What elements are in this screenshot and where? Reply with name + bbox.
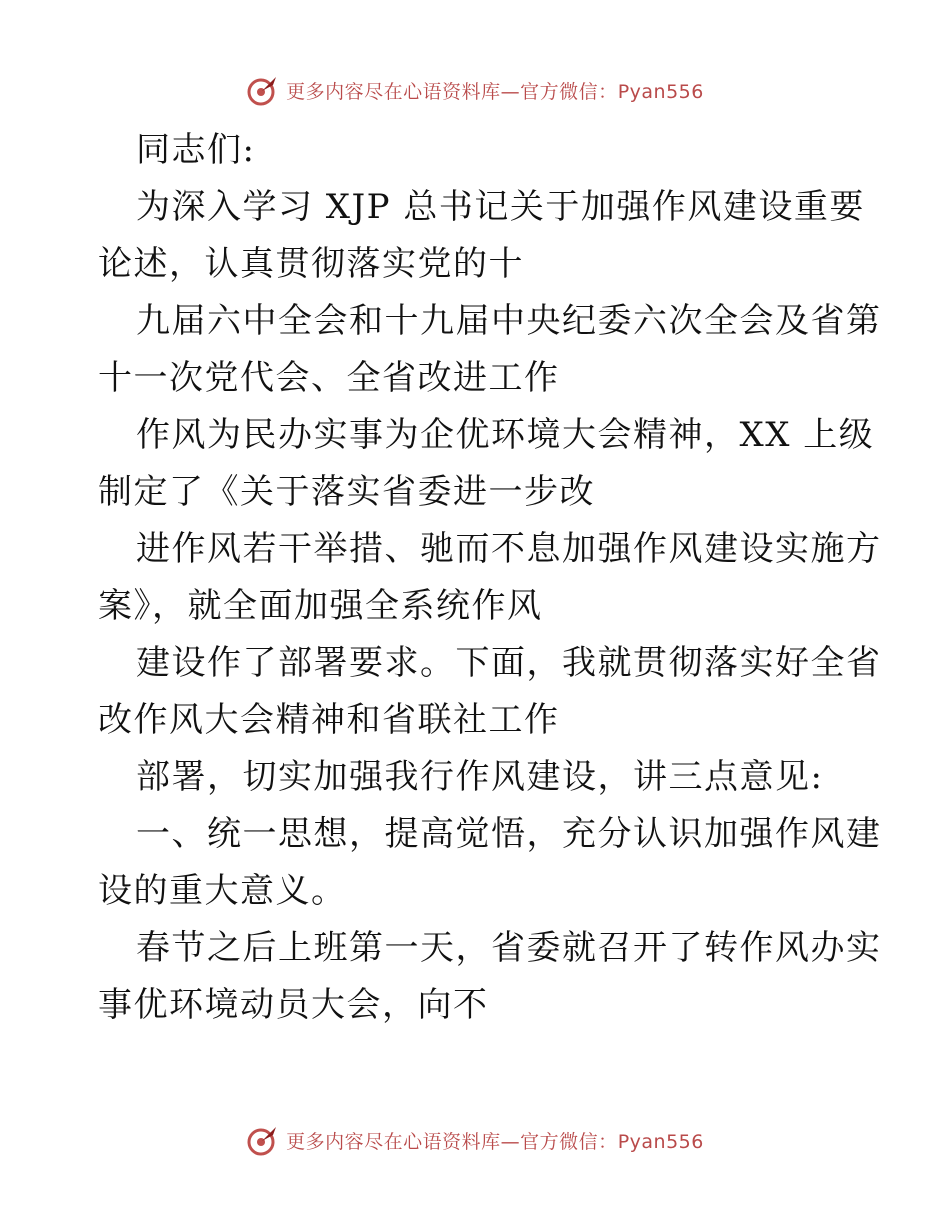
wechat-label: 官方微信： [520, 80, 618, 103]
separator: — [500, 1130, 521, 1153]
paragraph-line: 制定了《关于落实省委进一步改 [98, 472, 595, 512]
wechat-label: 官方微信： [520, 1130, 618, 1153]
paragraph-line: 事优环境动员大会，向不 [98, 985, 489, 1025]
separator: — [500, 80, 521, 103]
brand-name: 更多内容尽在心语资料库 [286, 80, 501, 103]
paragraph-line: 案》，就全面加强全系统作风 [98, 586, 543, 626]
paragraph-line: 论述，认真贯彻落实党的十 [98, 244, 524, 284]
wechat-id: Pyan556 [617, 80, 704, 103]
paragraph-line: 春节之后上班第一天，省委就召开了转作风办实 [136, 928, 882, 968]
brand-name: 更多内容尽在心语资料库 [286, 1130, 501, 1153]
paragraph-line: 十一次党代会、全省改进工作 [98, 358, 560, 398]
paragraph-line: 进作风若干举措、驰而不息加强作风建设实施方 [136, 529, 882, 569]
paragraph-line: 设的重大意义。 [98, 871, 347, 911]
paragraph-line: 作风为民办实事为企优环境大会精神，XX 上级 [136, 415, 875, 455]
paragraph-line: 九届六中全会和十九届中央纪委六次全会及省第 [136, 301, 882, 341]
paragraph-line: 一、统一思想，提高觉悟，充分认识加强作风建 [136, 814, 882, 854]
wechat-id: Pyan556 [617, 1130, 704, 1153]
paragraph-line: 为深入学习 XJP 总书记关于加强作风建设重要 [136, 187, 865, 227]
header-watermark-banner [0, 70, 950, 110]
quill-logo-icon [246, 1123, 280, 1157]
document-body [98, 122, 882, 1034]
paragraph-line: 改作风大会精神和省联社工作 [98, 700, 560, 740]
paragraph-line: 建设作了部署要求。下面，我就贯彻落实好全省 [136, 643, 882, 683]
watermark-text [286, 77, 704, 104]
quill-logo-icon [246, 73, 280, 107]
paragraph-line: 同志们: [136, 130, 256, 170]
footer-watermark-banner [0, 1120, 950, 1160]
paragraph-line: 部署，切实加强我行作风建设，讲三点意见: [136, 757, 824, 797]
watermark-text [286, 1127, 704, 1154]
